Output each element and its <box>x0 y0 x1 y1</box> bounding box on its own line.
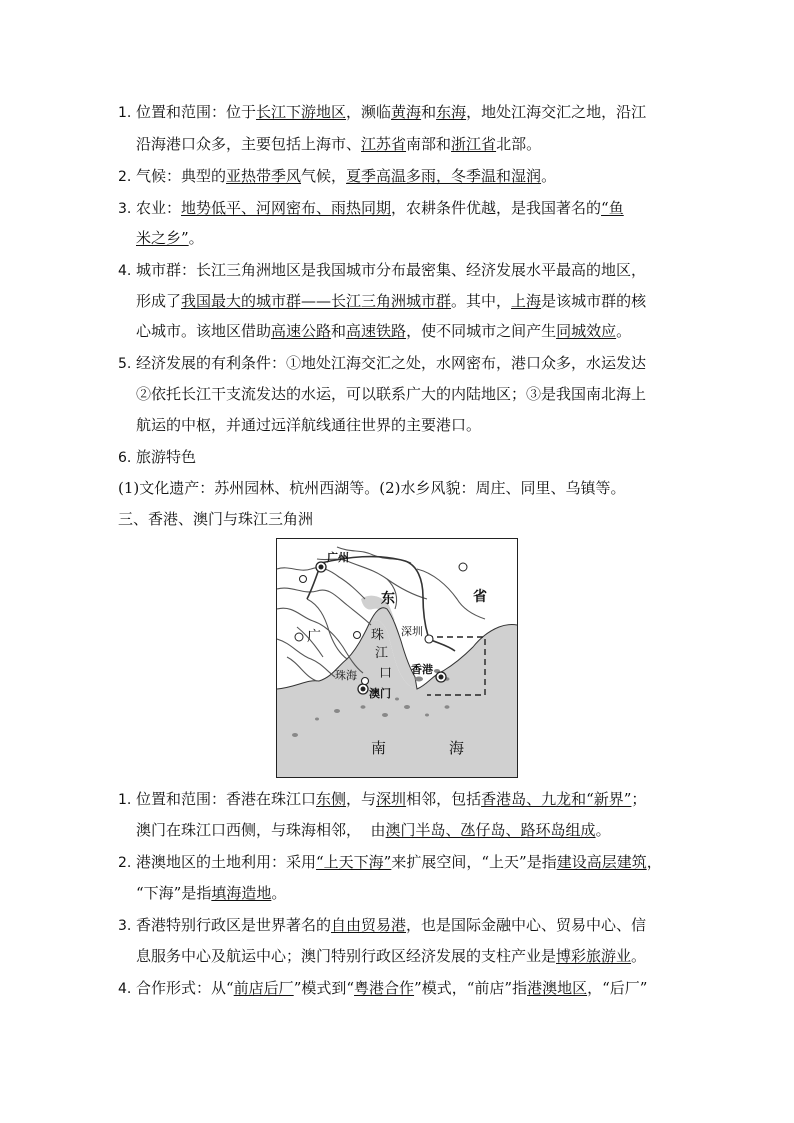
text: 经济发展的有利条件：①地处江海交汇之处，水网密布，港口众多，水运发达 <box>136 354 647 372</box>
shenzhen-marker <box>425 635 433 643</box>
text: ，也是国际金融中心、贸易中心、信 <box>406 916 647 934</box>
s1-item6-title <box>118 447 698 468</box>
s1-item4-line2 <box>136 291 716 311</box>
key-term: 香港岛、九龙和“新界” <box>481 790 632 808</box>
key-term: 米之乡” <box>136 229 189 247</box>
s3-item3-line1 <box>118 915 698 936</box>
text: 航运的中枢，并通过远洋航线通往世界的主要港口。 <box>136 416 482 434</box>
text: ，地处江海交汇之地，沿江 <box>466 103 647 121</box>
label-shenzhen: 深圳 <box>401 625 423 638</box>
label-aomen: 澳门 <box>369 687 391 700</box>
text: 。 <box>595 821 611 839</box>
text: ； <box>631 790 647 808</box>
key-term: 澳门半岛、氹仔岛、路环岛组成 <box>385 821 596 839</box>
text: 位置和范围：位于 <box>136 103 257 121</box>
city-marker <box>459 563 467 571</box>
text: 沿海港口众多，主要包括上海市、 <box>136 135 362 153</box>
text: 农业： <box>136 199 182 217</box>
text: ， <box>646 853 662 871</box>
text: 位置和范围：香港在珠江口 <box>136 790 317 808</box>
text: ”模式到“ <box>293 979 355 997</box>
text: 。 <box>541 167 557 185</box>
key-term: 港澳地区 <box>527 979 588 997</box>
key-term: 建设高层建筑 <box>556 853 647 871</box>
text: 和 <box>421 103 437 121</box>
key-term: 填海造地 <box>211 884 272 902</box>
key-term: 黄海 <box>391 103 422 121</box>
item-number: 5. <box>118 356 132 372</box>
text: 心城市。该地区借助 <box>136 322 272 340</box>
s1-item5-line3 <box>136 415 716 435</box>
item-number: 3. <box>118 918 132 934</box>
label-zhuhai: 珠海 <box>335 669 357 682</box>
text: 。 <box>616 322 632 340</box>
text: 北部。 <box>496 135 542 153</box>
key-term: 夏季高温多雨，冬季温和湿润 <box>346 167 542 185</box>
key-term: 亚热带季风 <box>226 167 302 185</box>
s3-item1-line1 <box>118 789 698 810</box>
label-kou: 口 <box>379 666 393 681</box>
s1-item3-line1 <box>118 198 698 219</box>
s1-item4-line3 <box>136 321 716 341</box>
text: ，农耕条件优越，是我国著名的 <box>391 199 602 217</box>
s3-item2-line2 <box>136 883 716 903</box>
text: (1)文化遗产：苏州园林、杭州西湖等。(2)水乡风貌：周庄、同里、乌镇等。 <box>118 479 626 497</box>
label-nan: 南 <box>371 739 387 757</box>
s1-item2-line1 <box>118 166 698 187</box>
text: 气候：典型的 <box>136 167 227 185</box>
key-term: 我国最大的城市群——长江三角洲城市群 <box>181 292 452 310</box>
text: 合作形式：从“ <box>136 979 234 997</box>
key-term: 同城效应 <box>556 322 617 340</box>
text: 澳门在珠江口西侧，与珠海相邻， 由 <box>136 821 386 839</box>
text: 是该城市群的核 <box>541 292 647 310</box>
key-term: 高速铁路 <box>346 322 407 340</box>
s1-item6-detail <box>118 478 698 498</box>
text: 。 <box>271 884 287 902</box>
s1-item1-line2 <box>136 134 716 154</box>
label-zhu: 珠 <box>371 628 385 643</box>
item-number: 1. <box>118 105 132 121</box>
city-marker <box>354 632 361 639</box>
text: 旅游特色 <box>136 448 197 466</box>
item-number: 3. <box>118 201 132 217</box>
label-jiang: 江 <box>375 646 389 661</box>
key-term: 浙江省 <box>451 135 497 153</box>
item-number: 1. <box>118 792 132 808</box>
item-number: 2. <box>118 169 132 185</box>
s3-item3-line2 <box>136 946 716 966</box>
text: 。其中， <box>451 292 512 310</box>
key-term: 深圳 <box>376 790 407 808</box>
text: ”模式，“前店”指 <box>414 979 528 997</box>
label-dong: 东 <box>381 591 395 607</box>
key-term: 东海 <box>436 103 467 121</box>
key-term: 长江下游地区 <box>256 103 347 121</box>
s3-item2-line1 <box>118 852 698 873</box>
key-term: “鱼 <box>601 199 624 217</box>
key-term: 上海 <box>511 292 542 310</box>
item-number: 4. <box>118 263 132 279</box>
s1-item1-line1 <box>118 102 698 123</box>
item-number: 2. <box>118 855 132 871</box>
text: 相邻，包括 <box>406 790 482 808</box>
text: 来扩展空间，“上天”是指 <box>391 853 557 871</box>
label-sheng: 省 <box>473 589 487 605</box>
s3-item1-line2 <box>136 820 716 840</box>
section3-title: 三、香港、澳门与珠江三角洲 <box>118 510 314 528</box>
s3-item4-line1 <box>118 978 698 999</box>
text: ，使不同城市之间产生 <box>406 322 557 340</box>
label-hai: 海 <box>449 739 465 757</box>
key-term: 东侧 <box>316 790 347 808</box>
key-term: 自由贸易港 <box>331 916 407 934</box>
city-marker <box>295 633 303 641</box>
s1-item5-line2 <box>136 384 716 404</box>
label-guangzhou: 广州 <box>327 551 349 564</box>
text: 南部和 <box>406 135 452 153</box>
text: ②依托长江干支流发达的水运，可以联系广大的内陆地区；③是我国南北海上 <box>136 385 647 403</box>
s1-item4-line1 <box>118 260 698 281</box>
text: “下海”是指 <box>136 884 212 902</box>
text: ，“后厂” <box>587 979 648 997</box>
key-term: 高速公路 <box>271 322 332 340</box>
text: ，濒临 <box>346 103 392 121</box>
item-number: 4. <box>118 981 132 997</box>
key-term: “上天下海” <box>316 853 392 871</box>
key-term: 博彩旅游业 <box>556 947 632 965</box>
text: 香港特别行政区是世界著名的 <box>136 916 332 934</box>
text: ，与 <box>346 790 377 808</box>
text: 和 <box>331 322 347 340</box>
text: 城市群：长江三角洲地区是我国城市分布最密集、经济发展水平最高的地区， <box>136 261 647 279</box>
s1-item3-line2 <box>136 228 716 248</box>
zhuhai-marker <box>362 678 369 685</box>
key-term: 粤港合作 <box>354 979 415 997</box>
text: 港澳地区的土地利用：采用 <box>136 853 317 871</box>
key-term: 地势低平、河网密布、雨热同期 <box>181 199 392 217</box>
item-number: 6. <box>118 450 132 466</box>
text: 形成了 <box>136 292 182 310</box>
key-term: 前店后厂 <box>233 979 294 997</box>
text: 。 <box>188 229 204 247</box>
key-term: 江苏省 <box>361 135 407 153</box>
s1-item5-line1 <box>118 353 698 374</box>
map-svg <box>277 539 517 777</box>
text: 气候， <box>301 167 347 185</box>
pearl-river-delta-map <box>276 538 518 778</box>
city-marker <box>300 576 307 583</box>
text: 息服务中心及航运中心；澳门特别行政区经济发展的支柱产业是 <box>136 947 557 965</box>
label-guang: 广 <box>307 629 321 645</box>
text: 。 <box>631 947 647 965</box>
label-xianggang: 香港 <box>411 663 433 676</box>
